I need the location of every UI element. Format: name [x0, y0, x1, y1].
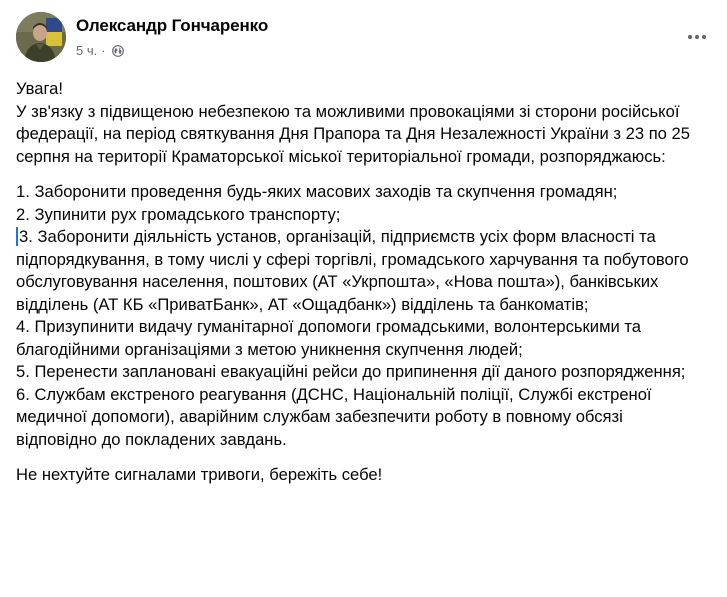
order-item-3-text: 3. Заборонити діяльність установ, організацій, підприємств усіх форм власності та підпорядкування, в тому числі у сфері торгівлі, громадського харчування та побутового обслуговування населення, поштових (АТ «Укрпошта», «Нова пошта»), банківських відділень (АТ КБ «ПриватБанк», АТ «Ощадбанк») відділень та банкоматів; — [16, 227, 689, 314]
order-item-5: 5. Перенести заплановані евакуаційні рейси до припинення дії даного розпорядження; — [16, 362, 686, 381]
post-intro: У зв'язку з підвищеною небезпекою та можливими провокаціями зі сторони російської федерації, на період святкування Дня Прапора та Дня Незалежності України з 23 по 25 серпня на території Краматорської міської територіальної громади, розпоряджаюсь: — [16, 101, 690, 166]
author-avatar[interactable] — [16, 12, 66, 62]
post-header — [16, 12, 711, 62]
order-item-2: 2. Зупинити рух громадського транспорту; — [16, 204, 341, 224]
post-greeting: Увага! — [16, 79, 63, 98]
order-item-6: 6. Службам екстреного реагування (ДСНС, Національній поліції, Службі екстреної медичної допомоги), аварійним службам забезпечити роботу в повному обсязі відповідно до покладених завдань. — [16, 384, 652, 449]
post-meta — [76, 43, 124, 58]
more-horizontal-icon — [687, 27, 707, 45]
meta-separator: · — [101, 43, 106, 58]
more-options-button[interactable] — [683, 24, 711, 48]
post-closing: Не нехтуйте сигналами тривоги, бережіть себе! — [16, 465, 383, 484]
globe-icon[interactable] — [112, 45, 124, 57]
text-cursor — [16, 227, 18, 246]
post-text — [16, 78, 706, 487]
author-name[interactable]: Олександр Гончаренко — [76, 16, 269, 35]
order-item-1: 1. Заборонити проведення будь-яких масових заходів та скупчення громадян; — [16, 182, 618, 201]
post-time[interactable]: 5 ч. — [76, 43, 98, 58]
order-item-3 — [16, 226, 706, 316]
order-item-4: 4. Призупинити видачу гуманітарної допомоги громадськими, волонтерськими та благодійними організаціями з метою уникнення скупчення людей; — [16, 317, 641, 359]
